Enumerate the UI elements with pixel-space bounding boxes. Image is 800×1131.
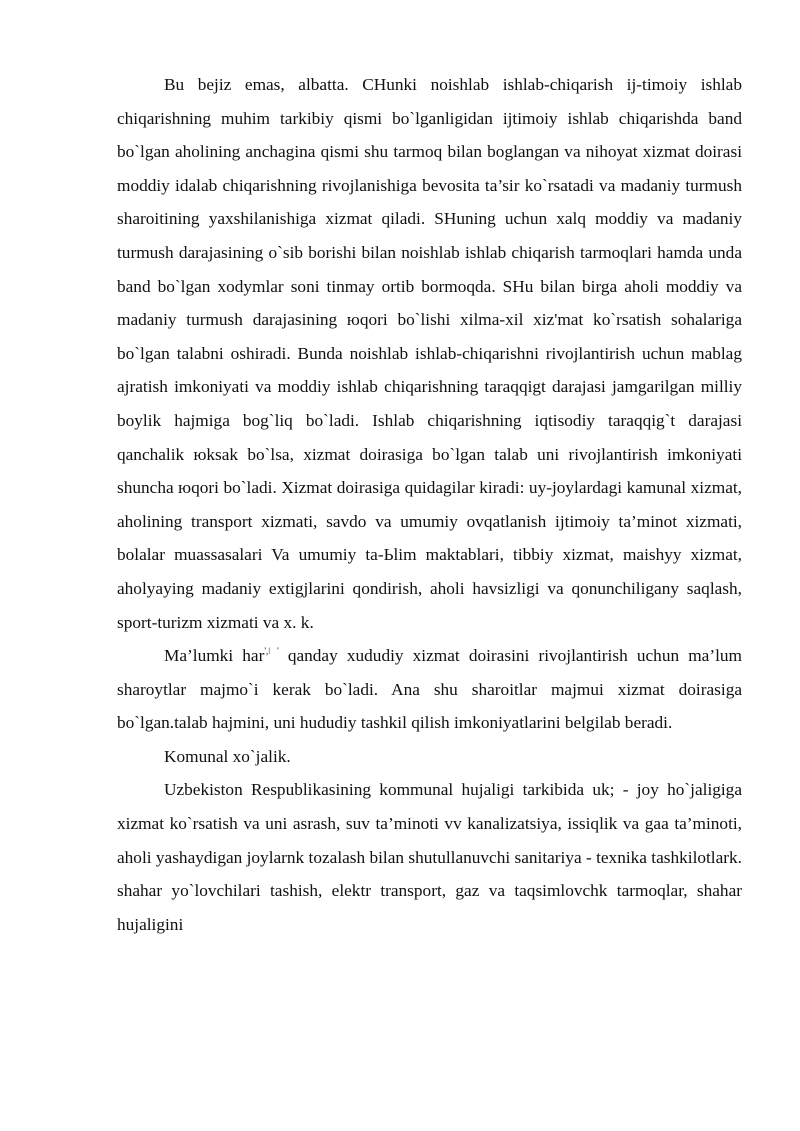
section-heading: Komunal xo`jalik. xyxy=(164,746,291,766)
paragraph-1: Bu bejiz emas, albatta. CHunki noishlab ishlab-chiqarish ij-timoiy ishlab chiqarishning muhim tarkibiy qismi bo`lganligidan ijtimoiy ishlab chiqarishda band bo`lgan aholining anchagina qismi shu tarmoq bilan boglangan va nihoyat xizmat doirasi moddiy idalab chiqarishning rivojlanishiga bevosita ta’sir ko`rsatadi va madaniy turmush sharoitining yaxshilanishiga xizmat qiladi. SHuning uchun xalq moddiy va madaniy turmush darajasining o`sib borishi bilan noishlab ishlab chiqarish tarmoqlari hamda unda band bo`lgan xodymlar soni tinmay ortib bormoqda. SHu bilan birga aholi moddiy va madaniy turmush darajasining юqori bo`lishi xilma-xil xiz'mat ko`rsatish sohalariga bo`lgan talabni oshiradi. Bunda noishlab ishlab-chiqarishni rivojlantirish uchun mablag ajratish imkoniyati va moddiy ishlab chiqarishning taraqqigt darajasi jamgarilgan milliy boylik hajmiga bog`liq bo`ladi. Ishlab chiqarishning iqtisodiy taraqqig`t darajasi qanchalik юksak bo`lsa, xizmat doirasiga bo`lgan talab uni rivojlantirish imkoniyati shuncha юqori bo`ladi. Xizmat doirasiga quidagilar kiradi: uy-joylardagi kamunal xizmat, aholining transport xizmati, savdo va umumiy ovqatlanish ijtimoiy ta’minot xizmati, bolalar muassasalari Va umumiy ta-Ьlim maktablari, tibbiy xizmat, maishyy xizmat, aholyaying madaniy extigjlarini qondirish, aholi havsizligi va qonunchiligany saqlash, sport-turizm xizmati va x. k. xyxy=(117,75,742,632)
paragraph-3: Uzbekiston Respublikasining kommunal hujaligi tarkibida uk; - joy ho`jaligiga xizmat ko`rsatish va uni asrash, suv ta’minoti vv kanalizatsiya, issiqlik va gaa ta’minoti, aholi yashaydigan joylarnk tozalash bilan shutullanuvchi sanitariya - texnika tashkilotlark. shahar yo`lovchilari tashish, elektr transport, gaz va taqsimlovchk tarmoqlar, shahar hujaligini xyxy=(117,780,742,934)
document-page xyxy=(117,68,742,941)
footnote-mark: ',ǀ ' xyxy=(264,646,279,657)
paragraph-2-rest: qanday xududiy xizmat doirasini rivojlantirish uchun ma’lum sharoytlar majmo`i kerak bo`ladi. Ana shu sharoitlar majmui xizmat doirasiga bo`lgan.talab hajmini, uni hududiy tashkil qilish imkoniyatlarini belgilab beradi. xyxy=(117,646,742,733)
paragraph-2 xyxy=(117,639,742,740)
paragraph-2-start: Ma’lumki har xyxy=(164,646,265,666)
